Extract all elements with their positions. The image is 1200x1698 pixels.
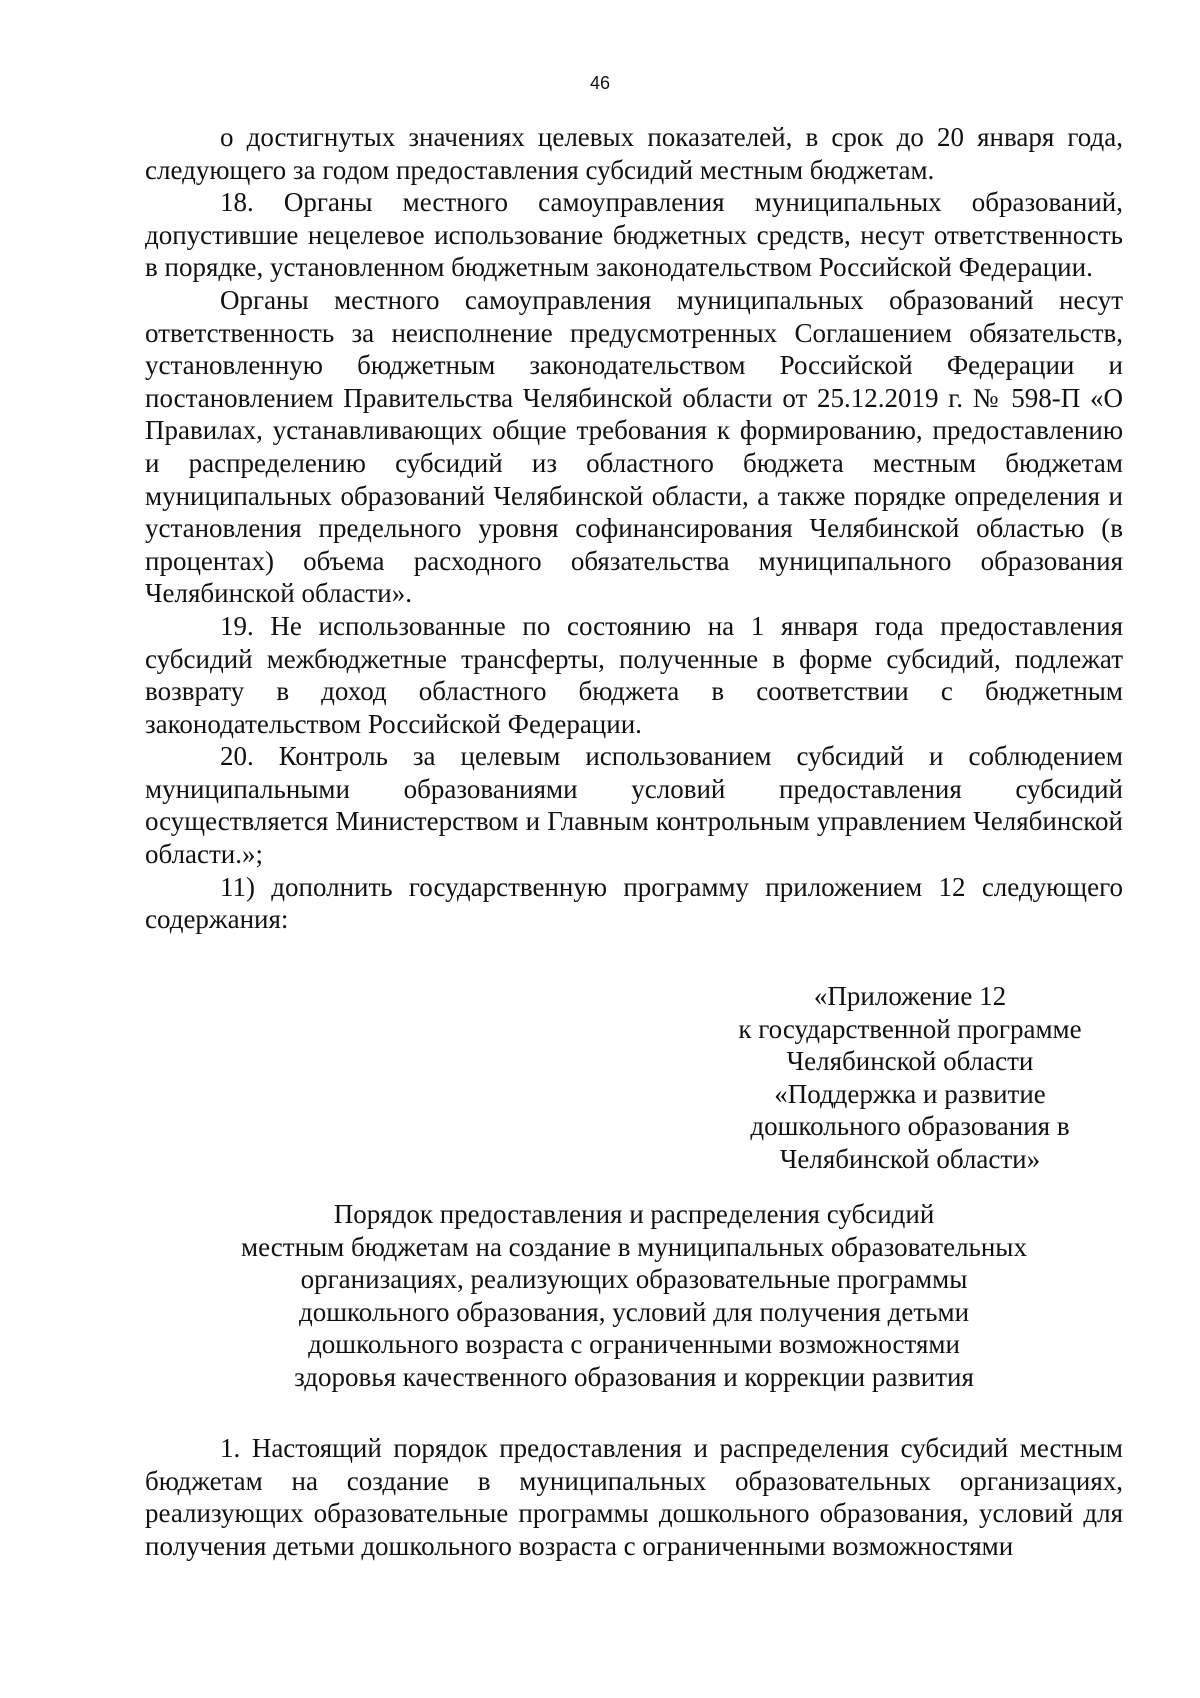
paragraph-responsibility: Органы местного самоуправления муниципальных образований несут ответственность за неисполнение предусмотренных Соглашением обязательств, установленную бюджетным законодательством Российской Федерации и постановлением Правительства Челябинской области от 25.12.2019 г. № 598-П «О Правилах, устанавливающих общие требования к формированию, предоставлению и распределению субсидий из областного бюджета местным бюджетам муниципальных образований Челябинской области, а также порядке определения и установления предельного уровня софинансирования Челябинской областью (в процентах) объема расходного обязательства муниципального образования Челябинской области». bbox=[145, 284, 1123, 609]
title-line: местным бюджетам на создание в муниципальных образовательных bbox=[241, 1231, 1027, 1262]
appendix-line: Челябинской области bbox=[786, 1046, 1034, 1077]
appendix-heading bbox=[700, 980, 1120, 1176]
paragraph-item-1: 1. Настоящий порядок предоставления и распределения субсидий местным бюджетам на создание в муниципальных образовательных организациях, реализующих образовательные программы дошкольного образования, условий для получения детьми дошкольного возраста с ограниченными возможностями bbox=[145, 1433, 1123, 1561]
title-line: дошкольного образования, условий для получения детьми bbox=[298, 1296, 970, 1327]
appendix-line: «Приложение 12 bbox=[813, 981, 1007, 1011]
body-text bbox=[145, 121, 1123, 936]
paragraph-item-20: 20. Контроль за целевым использованием субсидий и соблюдением муниципальными образованиями условий предоставления субсидий осуществляется Министерством и Главным контрольным управлением Челябинской области.»; bbox=[145, 741, 1123, 870]
procedure-text bbox=[145, 1432, 1123, 1562]
paragraph-item-19: 19. Не использованные по состоянию на 1 января года предоставления субсидий межбюджетные трансферты, полученные в форме субсидий, подлежат возврату в доход областного бюджета в соответствии с бюджетным законодательством Российской Федерации. bbox=[145, 610, 1123, 739]
document-title bbox=[145, 1198, 1123, 1394]
appendix-line: Челябинской области» bbox=[779, 1143, 1041, 1174]
paragraph-item-11: 11) дополнить государственную программу приложением 12 следующего содержания: bbox=[145, 871, 1123, 935]
title-line: дошкольного возраста с ограниченными возможностями bbox=[308, 1329, 960, 1360]
title-line: организациях, реализующих образовательные программы bbox=[300, 1264, 968, 1295]
paragraph-continuation: о достигнутых значениях целевых показателей, в срок до 20 января года, следующего за годом предоставления субсидий местным бюджетам. bbox=[145, 122, 1123, 185]
appendix-line: «Поддержка и развитие bbox=[774, 1078, 1046, 1109]
paragraph-item-18: 18. Органы местного самоуправления муниципальных образований, допустившие нецелевое использование бюджетных средств, несут ответственность в порядке, установленном бюджетным законодательством Российской Федерации. bbox=[145, 187, 1123, 283]
appendix-line: к государственной программе bbox=[738, 1013, 1082, 1044]
title-line: здоровья качественного образования и коррекции развития bbox=[294, 1361, 974, 1392]
page-number: 46 bbox=[589, 73, 611, 93]
title-line: Порядок предоставления и распределения субсидий bbox=[333, 1199, 935, 1229]
appendix-line: дошкольного образования в bbox=[750, 1111, 1070, 1142]
